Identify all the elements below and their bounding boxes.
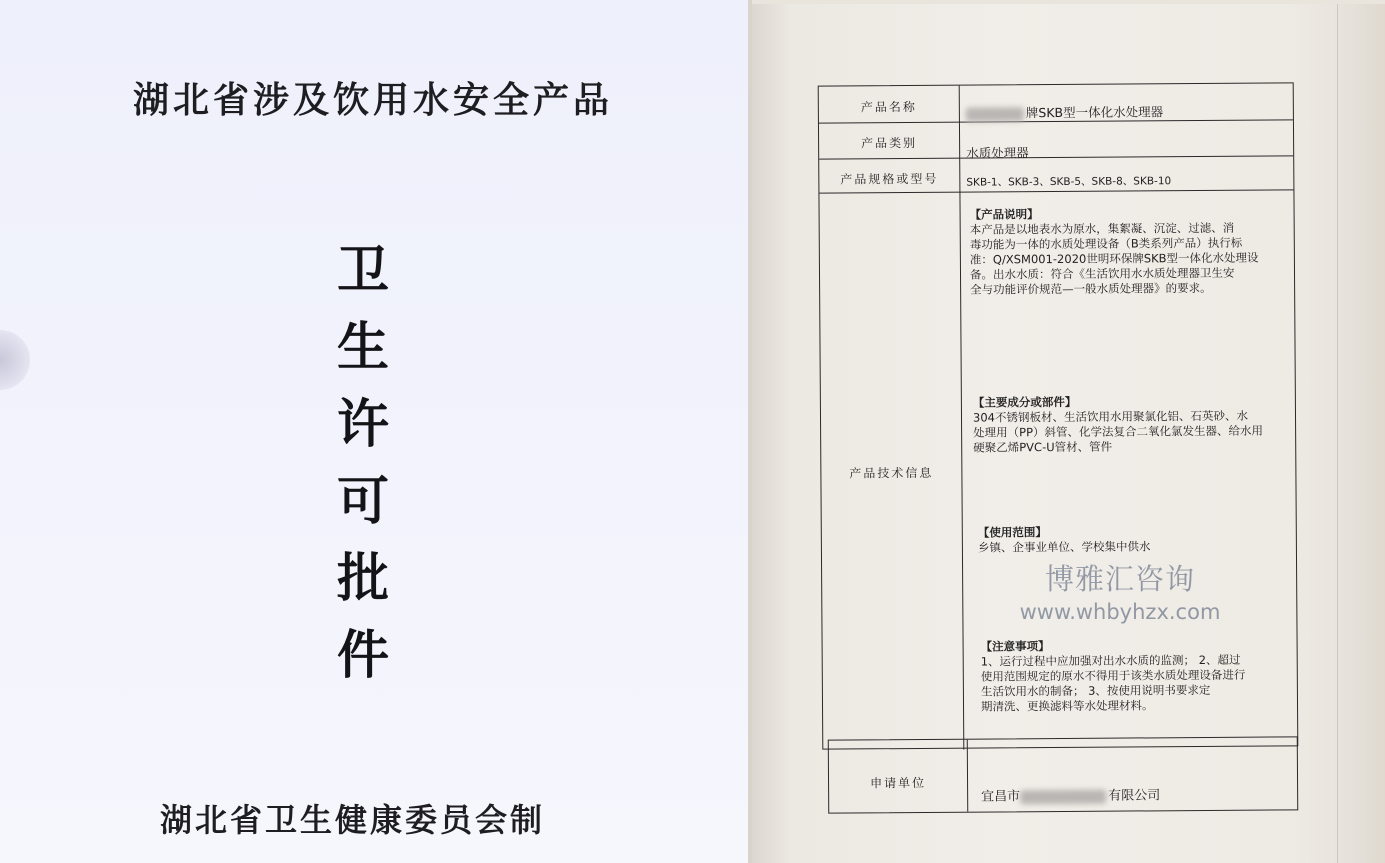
description-line: 备。出水水质：符合《生活饮用水水质处理器卫生安 <box>969 265 1235 282</box>
precautions <box>981 637 1300 714</box>
description-heading: 【产品说明】 <box>969 207 1039 222</box>
description-line: 毒功能为一体的水质处理设备（B类系列产品）执行标 <box>969 235 1243 252</box>
cover-char: 生 <box>336 317 389 378</box>
cover-vertical-title <box>318 232 408 694</box>
cover-char: 卫 <box>336 240 389 301</box>
usage-scope <box>978 523 1296 555</box>
watermark <box>1000 561 1240 627</box>
value-product-spec: SKB-1、SKB-3、SKB-5、SKB-8、SKB-10 <box>966 175 1172 189</box>
table-row-divider <box>819 189 1293 193</box>
applicant-row <box>828 736 1299 813</box>
notes-line: 1、运行过程中应加强对出水水质的监测； 2、超过 <box>980 652 1241 669</box>
cover-char: 件 <box>336 625 389 686</box>
label-product-name: 产品名称 <box>860 99 917 115</box>
label-product-spec: 产品规格或型号 <box>840 171 939 187</box>
page-edge <box>1337 4 1385 863</box>
redacted-company <box>1020 789 1106 804</box>
notes-line: 使用范围规定的原水不得用于该类水质处理设备进行 <box>980 667 1246 684</box>
value-applicant: 宜昌市 有限公司 <box>981 788 1161 805</box>
scope-heading: 【使用范围】 <box>977 525 1047 540</box>
main-components <box>973 393 1291 455</box>
components-heading: 【主要成分或部件】 <box>972 394 1077 410</box>
product-info-table <box>818 82 1299 749</box>
product-description <box>970 205 1289 297</box>
watermark-name: 博雅汇咨询 <box>1044 562 1195 596</box>
value-product-name: 牌SKB型一体化水处理器 <box>966 102 1163 121</box>
components-line: 硬聚乙烯PVC-U管材、管件 <box>973 439 1113 455</box>
table-column-divider <box>959 86 965 750</box>
permit-detail-page <box>752 4 1385 863</box>
redacted-brand <box>966 107 1024 121</box>
cover-char: 许 <box>336 394 389 455</box>
cover-char: 可 <box>336 471 389 532</box>
cover-title: 湖北省涉及饮用水安全产品 <box>132 80 613 121</box>
label-applicant: 申请单位 <box>869 775 927 791</box>
value-product-category: 水质处理器 <box>966 145 1029 161</box>
description-line: 本产品是以地表水为原水，集絮凝、沉淀、过滤、消 <box>969 220 1235 237</box>
notes-line: 生活饮用水的制备； 3、按使用说明书要求定 <box>980 682 1211 699</box>
notes-line: 期清洗、更换滤料等水处理材料。 <box>980 698 1154 714</box>
notes-heading: 【注意事项】 <box>980 639 1050 654</box>
components-line: 处理用（PP）斜管、化学法复合二氧化氯发生器、给水用 <box>973 423 1264 440</box>
cover-char: 批 <box>336 548 389 609</box>
components-line: 304不锈钢板材、生活饮用水用聚氯化铝、石英砂、水 <box>972 408 1249 425</box>
scope-line: 乡镇、企事业单位、学校集中供水 <box>977 539 1151 555</box>
description-line: 准：Q/XSM001-2020世明环保牌SKB型一体化水处理设 <box>969 250 1259 267</box>
table-row-divider <box>819 155 1293 159</box>
cover-issuer: 湖北省卫生健康委员会制 <box>159 801 545 839</box>
page-shadow <box>0 330 30 390</box>
label-product-category: 产品类别 <box>861 135 918 151</box>
label-tech-info: 产品技术信息 <box>849 465 934 481</box>
watermark-url: www.whbyhzx.com <box>1019 600 1221 624</box>
description-line: 全与功能评价规范—一般水质处理器》的要求。 <box>970 280 1212 297</box>
